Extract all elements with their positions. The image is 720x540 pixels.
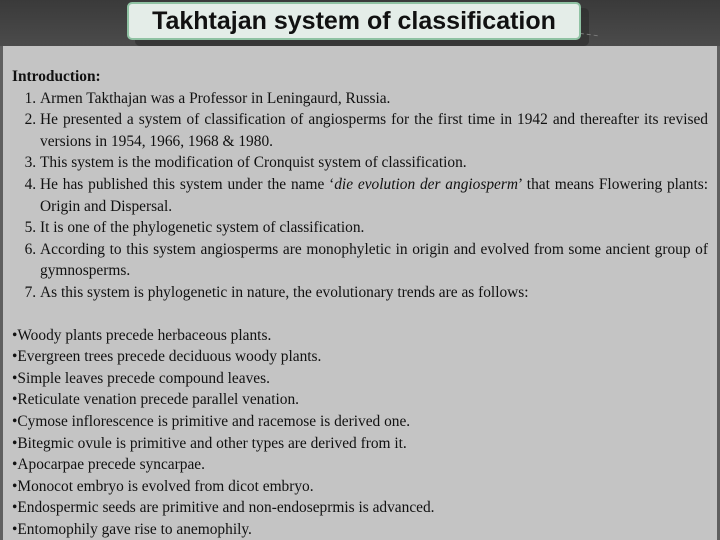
trend-item: • Cymose inflorescence is primitive and racemose is derived one. <box>12 411 708 433</box>
intro-point <box>40 239 708 282</box>
point-text: It is one of the phylogenetic system of classification. <box>40 219 365 237</box>
intro-point <box>40 217 708 239</box>
trend-item: • Woody plants precede herbaceous plants. <box>12 325 708 347</box>
trend-item: • Monocot embryo is evolved from dicot embryo. <box>12 476 708 498</box>
point-text: He presented a system of classification of angiosperms for the first time in 1942 and thereafter its revised versions in 1954, 1966, 1968 & 1980. <box>40 111 708 150</box>
slide-title: Takhtajan system of classification <box>152 6 556 35</box>
point-italic-title: die evolution der angiosperm <box>334 175 518 193</box>
point-text: This system is the modification of Cronquist system of classification. <box>40 154 467 172</box>
trend-item: • Entomophily gave rise to anemophily. <box>12 519 708 540</box>
intro-heading: Introduction: <box>12 68 101 85</box>
point-text-cont: ’ that means Flowering plants: Origin and Dispersal. <box>40 175 709 215</box>
title-box <box>127 2 581 40</box>
intro-point <box>40 109 708 152</box>
point-text: According to this system angiosperms are monophyletic in origin and evolved from some ancient group of gymnosperms. <box>40 240 708 280</box>
intro-point <box>40 88 708 110</box>
point-text: He has published this system under the name ‘ <box>40 175 335 193</box>
intro-point <box>40 174 708 217</box>
trend-item: • Evergreen trees precede deciduous woody plants. <box>12 346 708 368</box>
evolutionary-trends-list <box>12 325 708 540</box>
point-text: Armen Takthajan was a Professor in Leningaurd, Russia. <box>40 89 391 107</box>
spacer <box>12 304 708 325</box>
trend-item: • Simple leaves precede compound leaves. <box>12 368 708 390</box>
trend-item: • Bitegmic ovule is primitive and other types are derived from it. <box>12 433 708 455</box>
intro-points-list <box>12 88 708 304</box>
slide-body <box>3 46 717 540</box>
trend-item: • Apocarpae precede syncarpae. <box>12 454 708 476</box>
point-text: As this system is phylogenetic in nature, the evolutionary trends are as follows: <box>40 283 529 301</box>
trend-item: • Endospermic seeds are primitive and non-endoseprmis is advanced. <box>12 497 708 519</box>
intro-point <box>40 152 708 174</box>
trend-item: • Reticulate venation precede parallel venation. <box>12 389 708 411</box>
intro-point <box>40 282 708 304</box>
